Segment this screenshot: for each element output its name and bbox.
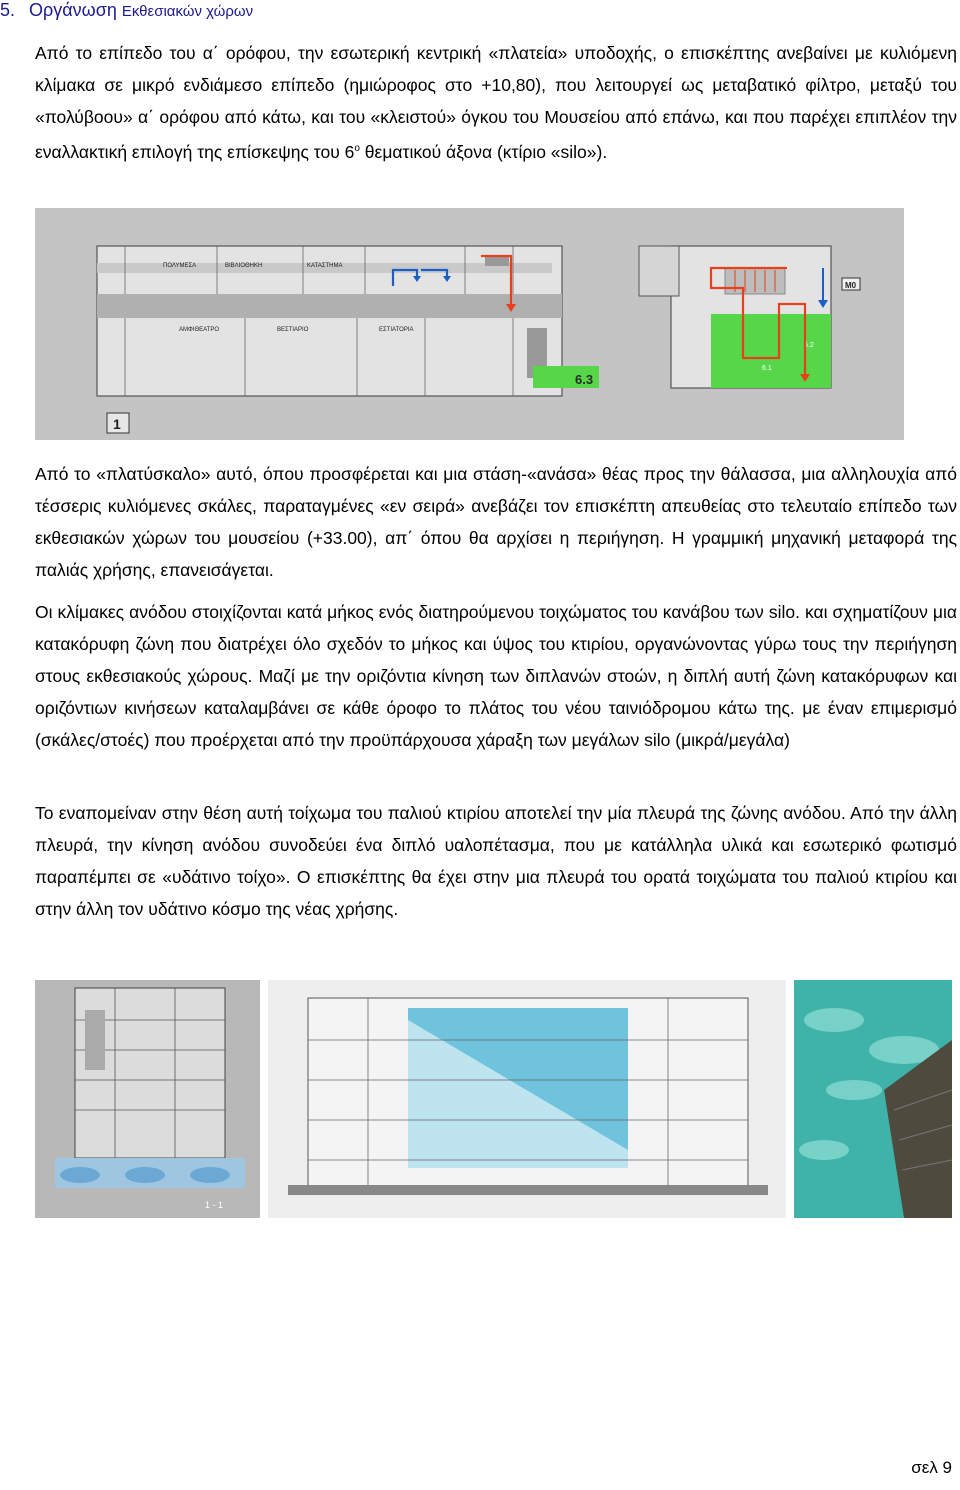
- paragraph-escalators: Οι κλίμακες ανόδου στοιχίζονται κατά μήκος ενός διατηρούμενου τοιχώματος του κανάβου των silo. και σχηματίζουν μια κατακόρυφη ζώνη που διατρέχει όλο σχεδόν το μήκος και ύψος του κτιρίου, οργανώνοντας γύρω τους την περιήγηση στους εκθεσιακούς χώρους. Μαζί με την οριζόντια κίνηση των διπλανών στοών, η διπλή αυτή ζώνη κατακόρυφων και οριζόντιων κινήσεων καταλαμβάνει σε κάθε όροφο το πλάτος του νέου ταινιόδρομου κάτω της. με έναν επιμερισμό (σκάλες/στοές) που προέρχεται από την προϋπάρχουσα χάραξη των μεγάλων silo (μικρά/μεγάλα): [35, 602, 957, 750]
- paragraph-intro: [35, 37, 957, 168]
- right-building-annex: [639, 246, 679, 296]
- section-title-sub: Εκθεσιακών χώρων: [121, 3, 254, 20]
- paragraph-landing: Από το «πλατύσκαλο» αυτό, όπου προσφέρεται και μια στάση-«ανάσα» θέας προς την θάλασσα, μια αλληλουχία από τέσσερις κυλιόμενες σκάλες, παραταγμένες «εν σειρά» ανεβάζει τον επισκέπτη απευθείας στο τελευταίο επίπεδο των εκθεσιακών χώρων του μουσείου (+33.00), απ΄ όπου θα αρχίσει η περιήγηση. Η γραμμική μηχανική μεταφορά της παλιάς χρήσης, επανεισάγεται.: [35, 464, 957, 580]
- green-zone-6-1-6-2: [711, 314, 831, 388]
- section-title-main: Οργάνωση: [29, 0, 117, 20]
- zone-label-6-2: 6.2: [804, 342, 814, 349]
- floor-plan-figure: [35, 208, 904, 440]
- room-label-library: ΒΙΒΛΙΟΘΗΚΗ: [225, 263, 263, 269]
- section-heading: [0, 0, 253, 21]
- room-label-amphitheatre: ΑΜΦΙΘΕΑΤΡΟ: [179, 327, 220, 333]
- main-corridor: [97, 294, 562, 318]
- room-label-restaurants: ΕΣΤΙΑΤΟΡΙΑ: [379, 327, 414, 333]
- room-label-cloakroom: ΒΕΣΤΙΑΡΙΟ: [277, 327, 309, 333]
- paragraph-water-wall: Το εναπομείναν στην θέση αυτή τοίχωμα του παλιού κτιρίου αποτελεί την μία πλευρά της ζώνης ανόδου. Από την άλλη πλευρά, την κίνηση ανόδου συνοδεύει ένα διπλό υαλοπέτασμα, που με κατάλληλα υλικά και εσωτερικό φωτισμό παραπέμπει σε «υδάτινο τοίχο». Ο επισκέπτης θα έχει στην μια πλευρά του ορατά τοιχώματα του παλιού κτιρίου και στην άλλη τον υδάτινο κόσμο της νέας χρήσης.: [35, 803, 957, 919]
- section-1-1-figure: [35, 980, 260, 1218]
- section-exhibit: [85, 1010, 105, 1070]
- zone-label-6-1: 6.1: [762, 365, 772, 372]
- water-wall-photo: [794, 980, 952, 1218]
- section-number: 5.: [0, 0, 16, 20]
- section-1-1-drawing: [35, 980, 260, 1218]
- paragraph-intro-text-a: Από το επίπεδο του α΄ ορόφου, την εσωτερική κεντρική «πλατεία» υποδοχής, ο επισκέπτης ανεβαίνει με κυλιόμενη κλίμακα σε μικρό ενδιάμεσο επίπεδο (ημιώροφος στο +10,80), που λειτουργεί ως μεταβατικό φίλτρο, μεταξύ του «πολύβοου» α΄ ορόφου από κάτω, και του «κλειστού» όγκου του Μουσείου από επάνω, και που παρέχει επιπλέον την εναλλακτική επιλογή της επίσκεψης του 6: [35, 43, 957, 162]
- section-label: 1 - 1: [205, 1200, 224, 1210]
- room-label-multimedia: ΠΟΛΥΜΕΣΑ: [163, 263, 197, 269]
- level-badge-label: M0: [845, 281, 857, 290]
- long-section-drawing: [268, 980, 786, 1218]
- room-label-shop: ΚΑΤΑΣΤΗΜΑ: [307, 263, 343, 269]
- page-number: σελ 9: [911, 1458, 952, 1477]
- zone-label-6-3: 6.3: [575, 372, 594, 387]
- long-section-figure: [268, 980, 786, 1218]
- floor-plan-drawing: [35, 208, 904, 440]
- figure-number-label: 1: [113, 416, 121, 432]
- ground-line: [288, 1185, 768, 1195]
- water-wall-photo-drawing: [794, 980, 952, 1218]
- ordinal-superscript: ο: [354, 143, 360, 154]
- paragraph-intro-text-b: θεματικού άξονα (κτίριο «silo»).: [359, 141, 608, 162]
